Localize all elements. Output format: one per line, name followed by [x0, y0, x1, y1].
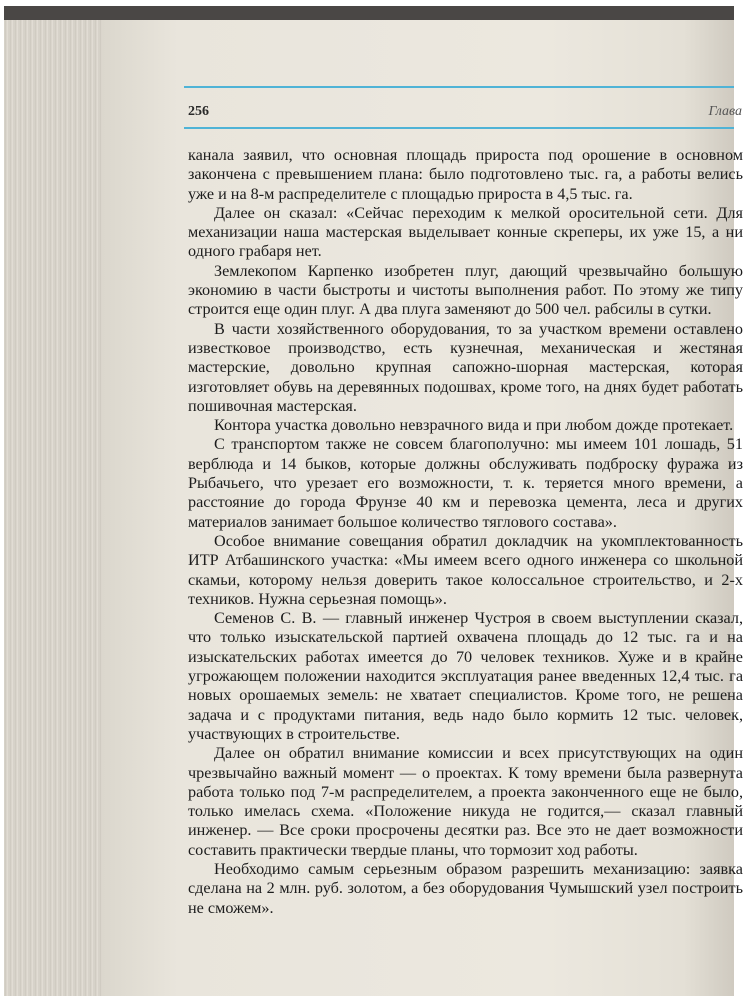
paragraph: Далее он сказал: «Сейчас переходим к мелкой оросительной сети. Для механизации наша мастерская выделывает конные скреперы, их уже 15, а ни одного грабаря нет. [188, 203, 743, 261]
paragraph: канала заявил, что основная площадь прироста под орошение в основном закончена с превышением плана: было подготовлено тыс. га, а работы велись уже и на 8-м распределителе с площадью прироста в 4,5 тыс. га. [188, 146, 743, 203]
paragraph: Далее он обратил внимание комиссии и всех присутствующих на один чрезвычайно важный момент — о проектах. К тому времени была развернута работа только под 7-м распределителем, а проекта законченного еще не было, только имелась схема. «Положение никуда не годится,— сказал главный инженер. — Все сроки просрочены десятки раз. Все это не дает возможности составить практически твердые планы, что тормозит ход работы. [188, 744, 743, 859]
paragraph: Семенов С. В. — главный инженер Чустроя в своем выступлении сказал, что только изыскательской партией охвачена площадь до 12 тыс. га и на изыскательских работах имеется до 70 человек техников. Хуже и в крайне угрожающем положении находится эксплуатация ранее введенных 12,4 тыс. га новых орошаемых земель: не хватает специалистов. Кроме того, не решена задача и с продуктами питания, ведь надо было кормить 12 тыс. человек, участвующих в строительстве. [188, 609, 743, 743]
paragraph: С транспортом также не совсем благополучно: мы имеем 101 лошадь, 51 верблюда и 14 быков, которые должны обслуживать подброску фуража из Рыбачьего, что урезает его возможности, т. к. теряется много времени, а расстояние до города Фрунзе 40 км и перевозка цемента, леса и других материалов занимает большое количество тяглового состава». [188, 435, 743, 531]
book-photo [4, 6, 743, 996]
paragraph: В части хозяйственного оборудования, то за участком времени оставлено известковое производство, есть кузнечная, механическая и жестяная мастерские, довольно крупная сапожно-шорная мастерская, которая изготовляет обувь на деревянных подошвах, кроме того, на днях будет работать пошивочная мастерская. [188, 319, 743, 415]
page-edges [4, 20, 102, 996]
page-number: 256 [188, 104, 209, 119]
paragraph: Контора участка довольно невзрачного вида и при любом дожде протекает. [214, 416, 734, 435]
header-rule-top [184, 86, 734, 88]
running-head: Глава [708, 104, 742, 119]
paragraph: Особое внимание совещания обратил докладчик на укомплектованность ИТР Атбашинского участка: «Мы имеем всего одного инженера со школьной скамьи, которому нельзя доверить такое колоссальное строительство, и 2-х техников. Нужна серьезная помощь». [188, 531, 743, 608]
paragraph: Землекопом Карпенко изобретен плуг, дающий чрезвычайно большую экономию в части быстроты и чистоты выполнения работ. По этому же типу строится еще один плуг. А два плуга заменяют до 500 чел. рабсилы в сутки. [188, 261, 743, 319]
body-text [188, 146, 743, 918]
paragraph: Необходимо самым серьезным образом разрешить механизацию: заявка сделана на 2 млн. руб. золотом, а без оборудования Чумышский узел построить не сможем». [188, 859, 743, 917]
header-rule-bottom [184, 127, 734, 129]
book-page [102, 20, 743, 996]
